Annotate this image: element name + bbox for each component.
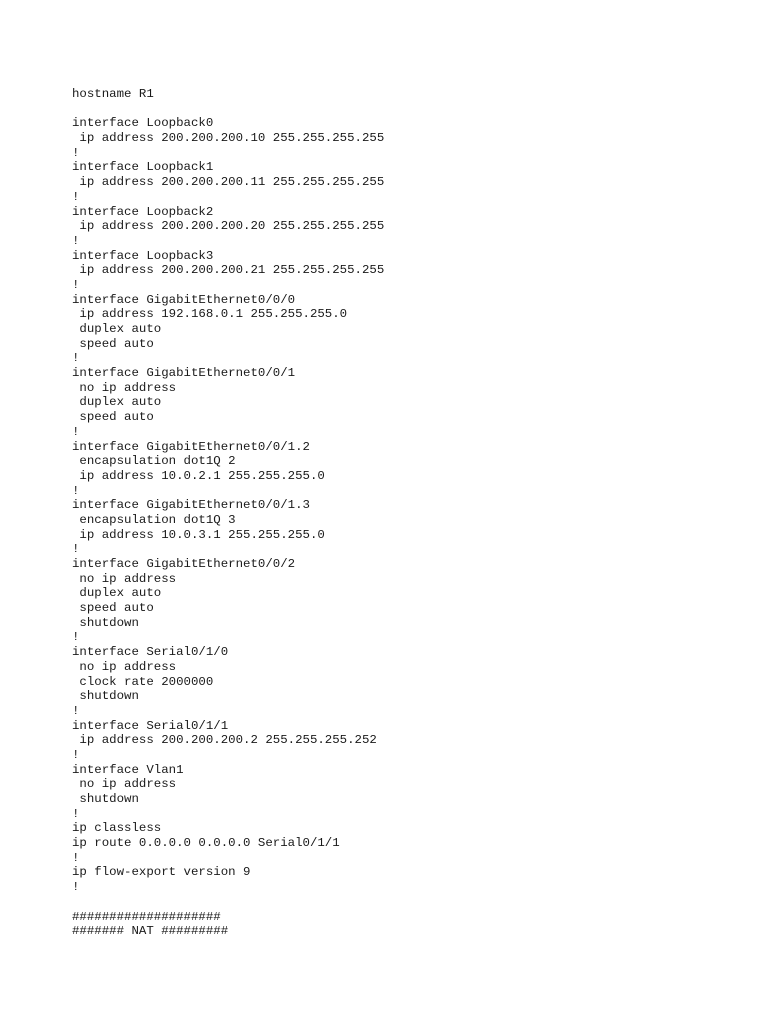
config-line: ! <box>72 703 80 718</box>
config-line: encapsulation dot1Q 3 <box>72 512 236 527</box>
config-line: ip classless <box>72 821 162 836</box>
config-line: ! <box>72 806 80 821</box>
config-line: no ip address <box>72 380 177 395</box>
config-line: speed auto <box>72 336 154 351</box>
config-line: ! <box>72 880 80 895</box>
config-line <box>72 102 384 117</box>
config-line: ! <box>72 233 80 248</box>
config-line: interface Serial0/1/1 <box>72 718 229 733</box>
config-line: interface GigabitEthernet0/0/1.3 <box>72 498 310 513</box>
config-line: duplex auto <box>72 322 162 336</box>
config-line: shutdown <box>72 689 139 704</box>
config-line: ip address 200.200.200.2 255.255.255.252 <box>72 733 377 748</box>
config-line: hostname R1 <box>72 87 154 101</box>
config-line: no ip address <box>72 777 177 792</box>
config-line: ip address 200.200.200.11 255.255.255.255 <box>72 175 385 190</box>
config-line <box>72 895 384 910</box>
config-line: ! <box>72 277 80 292</box>
config-line: no ip address <box>72 571 177 586</box>
config-line: speed auto <box>72 601 154 616</box>
config-line: interface GigabitEthernet0/0/1 <box>72 366 296 381</box>
config-line: ! <box>72 630 80 645</box>
config-line: speed auto <box>72 410 154 425</box>
config-line: ! <box>72 351 80 366</box>
config-line: ip route 0.0.0.0 0.0.0.0 Serial0/1/1 <box>72 836 340 851</box>
config-line: ip flow-export version 9 <box>72 865 251 880</box>
config-line: ip address 200.200.200.10 255.255.255.255 <box>72 131 385 146</box>
config-line: duplex auto <box>72 586 162 601</box>
config-line: ! <box>72 542 80 557</box>
config-line: ip address 10.0.2.1 255.255.255.0 <box>72 468 325 483</box>
config-line: ! <box>72 424 80 439</box>
config-line: shutdown <box>72 792 139 806</box>
config-line: ! <box>72 747 80 762</box>
config-line: ! <box>72 189 80 204</box>
config-line: interface Loopback3 <box>72 248 214 263</box>
config-line: interface Vlan1 <box>72 762 184 777</box>
config-line: interface GigabitEthernet0/0/0 <box>72 292 296 307</box>
config-line: interface GigabitEthernet0/0/2 <box>72 557 296 571</box>
config-line: interface Loopback0 <box>72 116 214 131</box>
router-config-text <box>72 87 384 939</box>
config-line: no ip address <box>72 659 177 674</box>
config-line: encapsulation dot1Q 2 <box>72 454 236 469</box>
config-line: ip address 10.0.3.1 255.255.255.0 <box>72 527 325 542</box>
config-line: interface Serial0/1/0 <box>72 645 229 660</box>
config-line: interface Loopback1 <box>72 160 214 175</box>
config-line: ip address 200.200.200.20 255.255.255.255 <box>72 219 385 234</box>
config-line: ip address 200.200.200.21 255.255.255.255 <box>72 263 385 278</box>
config-line: ! <box>72 850 80 865</box>
config-line: duplex auto <box>72 395 162 410</box>
config-line: clock rate 2000000 <box>72 674 214 689</box>
config-line: ! <box>72 483 80 498</box>
config-line: ip address 192.168.0.1 255.255.255.0 <box>72 307 348 322</box>
config-line: interface Loopback2 <box>72 204 214 219</box>
config-line: interface GigabitEthernet0/0/1.2 <box>72 439 310 454</box>
config-line: ####### NAT ######### <box>72 924 229 939</box>
config-line: #################### <box>72 909 221 924</box>
config-line: ! <box>72 145 80 160</box>
config-line: shutdown <box>72 615 139 630</box>
